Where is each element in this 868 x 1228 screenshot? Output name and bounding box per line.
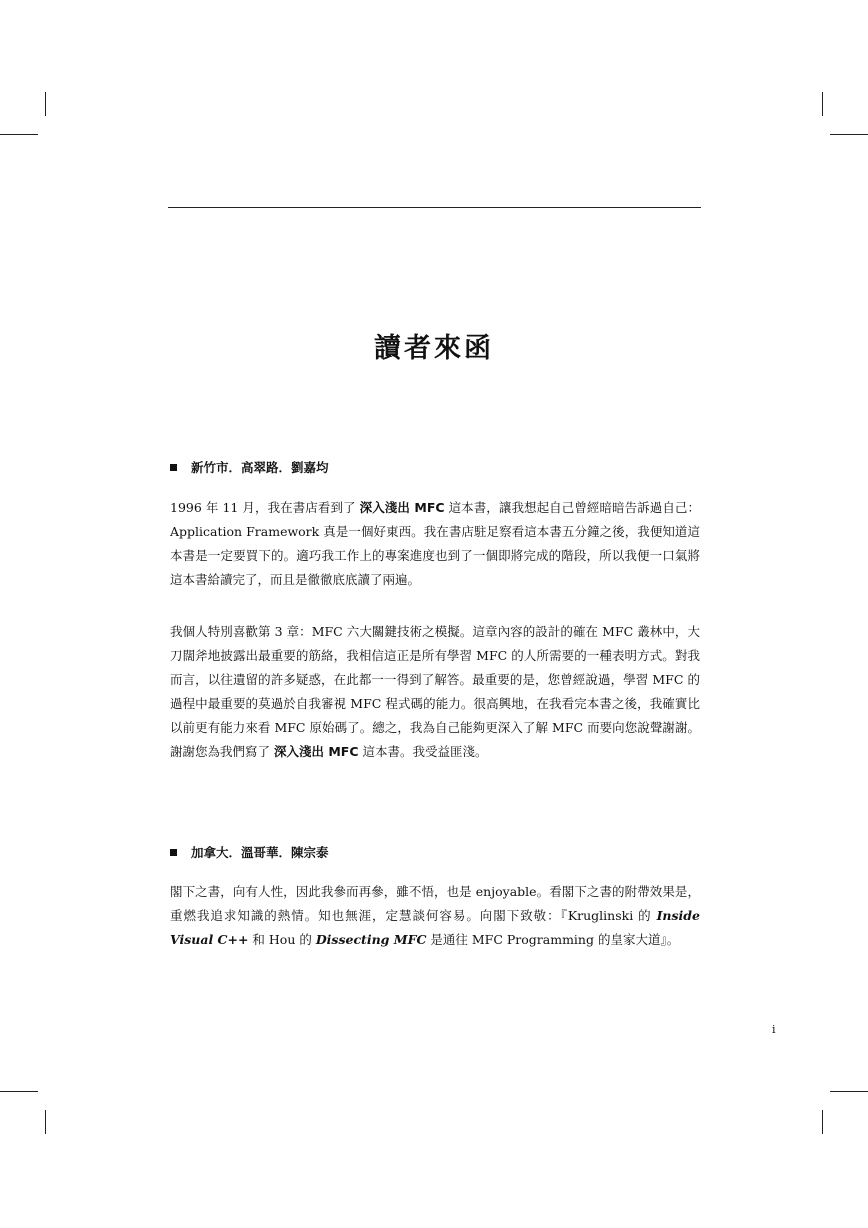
crop-mark (0, 1091, 38, 1092)
crop-mark (822, 92, 823, 116)
letter-sender (170, 843, 329, 861)
crop-mark (45, 1110, 46, 1134)
letter-paragraph (170, 496, 700, 592)
text-run: 閣下之書，向有人性，因此我參而再參，雖不悟，也是 enjoyable。看閣下之書的附帶效果是，重燃我追求知識的熱情。知也無涯，定慧談何容易。向閣下致敬：『Kruglinski 的 (170, 884, 700, 923)
crop-mark (830, 134, 868, 135)
sender-name: 新竹市．高翠路．劉嘉均 (191, 460, 329, 475)
text-run: 這本書。我受益匪淺。 (358, 744, 488, 759)
book-title: Inside Visual C++ (170, 908, 700, 947)
letter-paragraph (170, 880, 700, 952)
letter-sender (170, 458, 329, 476)
text-run: 我個人特別喜歡第 3 章：MFC 六大關鍵技術之模擬。這章內容的設計的確在 MFC 叢林中，大刀闊斧地披露出最重要的筋絡，我相信這正是所有學習 MFC 的人所需要的一種表明方式。對我而言，以往遺留的許多疑惑，在此都一一得到了解答。最重要的是，您曾經說過，學習 MFC 的過程中最重要的莫過於自我審視 MFC 程式碼的能力。很高興地，在我看完本書之後，我確實比以前更有能力來看 MFC 原始碼了。總之，我為自己能夠更深入了解 MFC 而要向您說聲謝謝。謝謝您為我們寫了 (170, 624, 700, 759)
square-bullet-icon (170, 849, 177, 856)
book-title: Dissecting MFC (315, 932, 427, 947)
sender-name: 加拿大．溫哥華．陳宗泰 (191, 845, 329, 860)
page-number: i (772, 1023, 776, 1036)
text-run: 是通往 MFC Programming 的皇家大道』。 (426, 932, 680, 947)
letter-paragraph (170, 620, 700, 764)
page-title: 讀者來函 (374, 333, 494, 364)
square-bullet-icon (170, 464, 177, 471)
crop-mark (822, 1110, 823, 1134)
book-title: 深入淺出 MFC (273, 744, 359, 759)
text-run: 這本書，讓我想起自己曾經暗暗告訴過自己：Application Framework 真是一個好東西。我在書店駐足察看這本書五分鐘之後，我便知道這本書是一定要買下的。適巧我工作上的專案進度也到了一個即將完成的階段，所以我便一口氣將這本書給讀完了，而且是徹徹底底讀了兩遍。 (170, 500, 700, 587)
crop-mark (0, 134, 38, 135)
book-title: 深入淺出 MFC (359, 500, 445, 515)
text-run: 1996 年 11 月，我在書店看到了 (170, 500, 360, 515)
header-rule (168, 207, 701, 208)
crop-mark (830, 1091, 868, 1092)
crop-mark (45, 92, 46, 116)
text-run: 和 Hou 的 (248, 932, 316, 947)
